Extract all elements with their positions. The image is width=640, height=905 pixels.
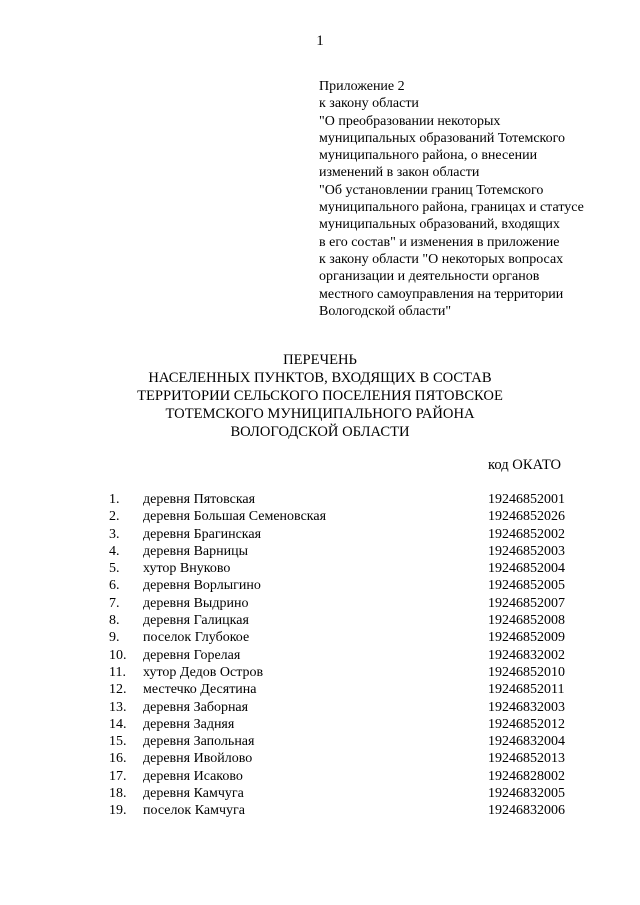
list-item [0,612,640,629]
settlement-name: деревня Камчуга [143,786,244,802]
item-number: 17. [109,768,127,784]
item-number: 4. [109,543,120,559]
list-item [0,491,640,508]
settlement-name: хутор Внуково [143,561,231,577]
list-item [0,508,640,525]
appendix-line: муниципального района, о внесении [319,148,538,164]
okato-code: 19246852011 [488,682,565,698]
settlement-name: деревня Исаково [143,768,243,784]
appendix-line: Вологодской области" [319,303,452,319]
settlement-name: деревня Большая Семеновская [143,509,327,525]
item-number: 13. [109,699,127,715]
settlement-name: поселок Глубокое [143,630,250,646]
appendix-line: муниципальных образований, входящих [319,217,560,233]
okato-code: 19246852008 [488,613,565,629]
okato-code: 19246852005 [488,578,565,594]
okato-code: 19246852007 [488,595,565,611]
list-item [0,526,640,543]
list-item [0,716,640,733]
settlement-name: деревня Запольная [143,734,255,750]
okato-code: 19246852009 [488,630,565,646]
list-item [0,802,640,819]
item-number: 15. [109,734,127,750]
title-line: НАСЕЛЕННЫХ ПУНКТОВ, ВХОДЯЩИХ В СОСТАВ [148,370,492,386]
list-item [0,664,640,681]
settlement-name: деревня Варницы [143,543,249,559]
appendix-line: изменений в закон области [319,165,480,181]
settlement-name: деревня Галицкая [143,613,249,629]
settlement-list [0,491,640,820]
okato-code: 19246852013 [488,751,565,767]
settlement-name: деревня Пятовская [143,492,256,507]
list-item [0,595,640,612]
settlement-name: хутор Дедов Остров [143,664,264,680]
appendix-line: муниципальных образований Тотемского [319,130,566,146]
okato-code: 19246852026 [488,509,565,525]
appendix-line: "О преобразовании некоторых [319,113,501,129]
appendix-line: местного самоуправления на территории [319,286,564,302]
appendix-line: к закону области "О некоторых вопросах [319,251,564,267]
settlement-name: поселок Камчуга [143,803,245,819]
item-number: 8. [109,613,120,629]
list-item [0,647,640,664]
item-number: 5. [109,561,120,577]
okato-code: 19246852012 [488,716,565,732]
settlement-name: деревня Ивойлово [143,751,253,767]
list-item [0,699,640,716]
settlement-name: деревня Выдрино [143,595,249,611]
list-item [0,543,640,560]
okato-code: 19246852001 [488,492,565,507]
list-item [0,560,640,577]
item-number: 7. [109,595,120,611]
settlement-name: деревня Ворлыгино [143,578,261,594]
settlement-name: деревня Задняя [143,716,235,732]
settlement-name: деревня Брагинская [143,526,262,542]
list-item [0,733,640,750]
okato-code: 19246832006 [488,803,565,819]
item-number: 12. [109,682,127,698]
settlement-name: деревня Горелая [143,647,241,663]
okato-code-header: код ОКАТО [488,457,562,473]
okato-code: 19246852002 [488,526,565,542]
list-item [0,768,640,785]
item-number: 1. [109,492,120,507]
item-number: 14. [109,716,127,732]
document-title [0,351,640,441]
list-item [0,629,640,646]
item-number: 9. [109,630,120,646]
okato-code: 19246828002 [488,768,565,784]
settlement-name: деревня Заборная [143,699,249,715]
okato-code: 19246832005 [488,786,565,802]
title-line: ТОТЕМСКОГО МУНИЦИПАЛЬНОГО РАЙОНА [165,406,475,422]
okato-code: 19246852003 [488,543,565,559]
item-number: 3. [109,526,120,542]
item-number: 6. [109,578,120,594]
appendix-line: организации и деятельности органов [319,269,540,285]
appendix-header [319,78,619,320]
appendix-line: к закону области [319,96,419,112]
page-number: 1 [316,33,324,49]
okato-code: 19246832003 [488,699,565,715]
list-item [0,577,640,594]
list-item [0,681,640,698]
title-line: ТЕРРИТОРИИ СЕЛЬСКОГО ПОСЕЛЕНИЯ ПЯТОВСКОЕ [137,388,503,404]
okato-code: 19246852004 [488,561,565,577]
appendix-line: Приложение 2 [319,79,405,94]
item-number: 16. [109,751,127,767]
title-line: ВОЛОГОДСКОЙ ОБЛАСТИ [230,424,410,440]
appendix-line: в его состав" и изменения в приложение [319,234,560,250]
list-item [0,785,640,802]
appendix-line: "Об установлении границ Тотемского [319,182,544,198]
okato-code: 19246832004 [488,734,565,750]
okato-code: 19246852010 [488,664,565,680]
title-heading: ПЕРЕЧЕНЬ [283,352,357,368]
item-number: 11. [109,664,126,680]
okato-code: 19246832002 [488,647,565,663]
settlement-name: местечко Десятина [143,682,257,698]
item-number: 2. [109,509,120,525]
item-number: 19. [109,803,127,819]
appendix-line: муниципального района, границах и статусе [319,200,584,216]
item-number: 10. [109,647,127,663]
list-item [0,750,640,767]
item-number: 18. [109,786,127,802]
